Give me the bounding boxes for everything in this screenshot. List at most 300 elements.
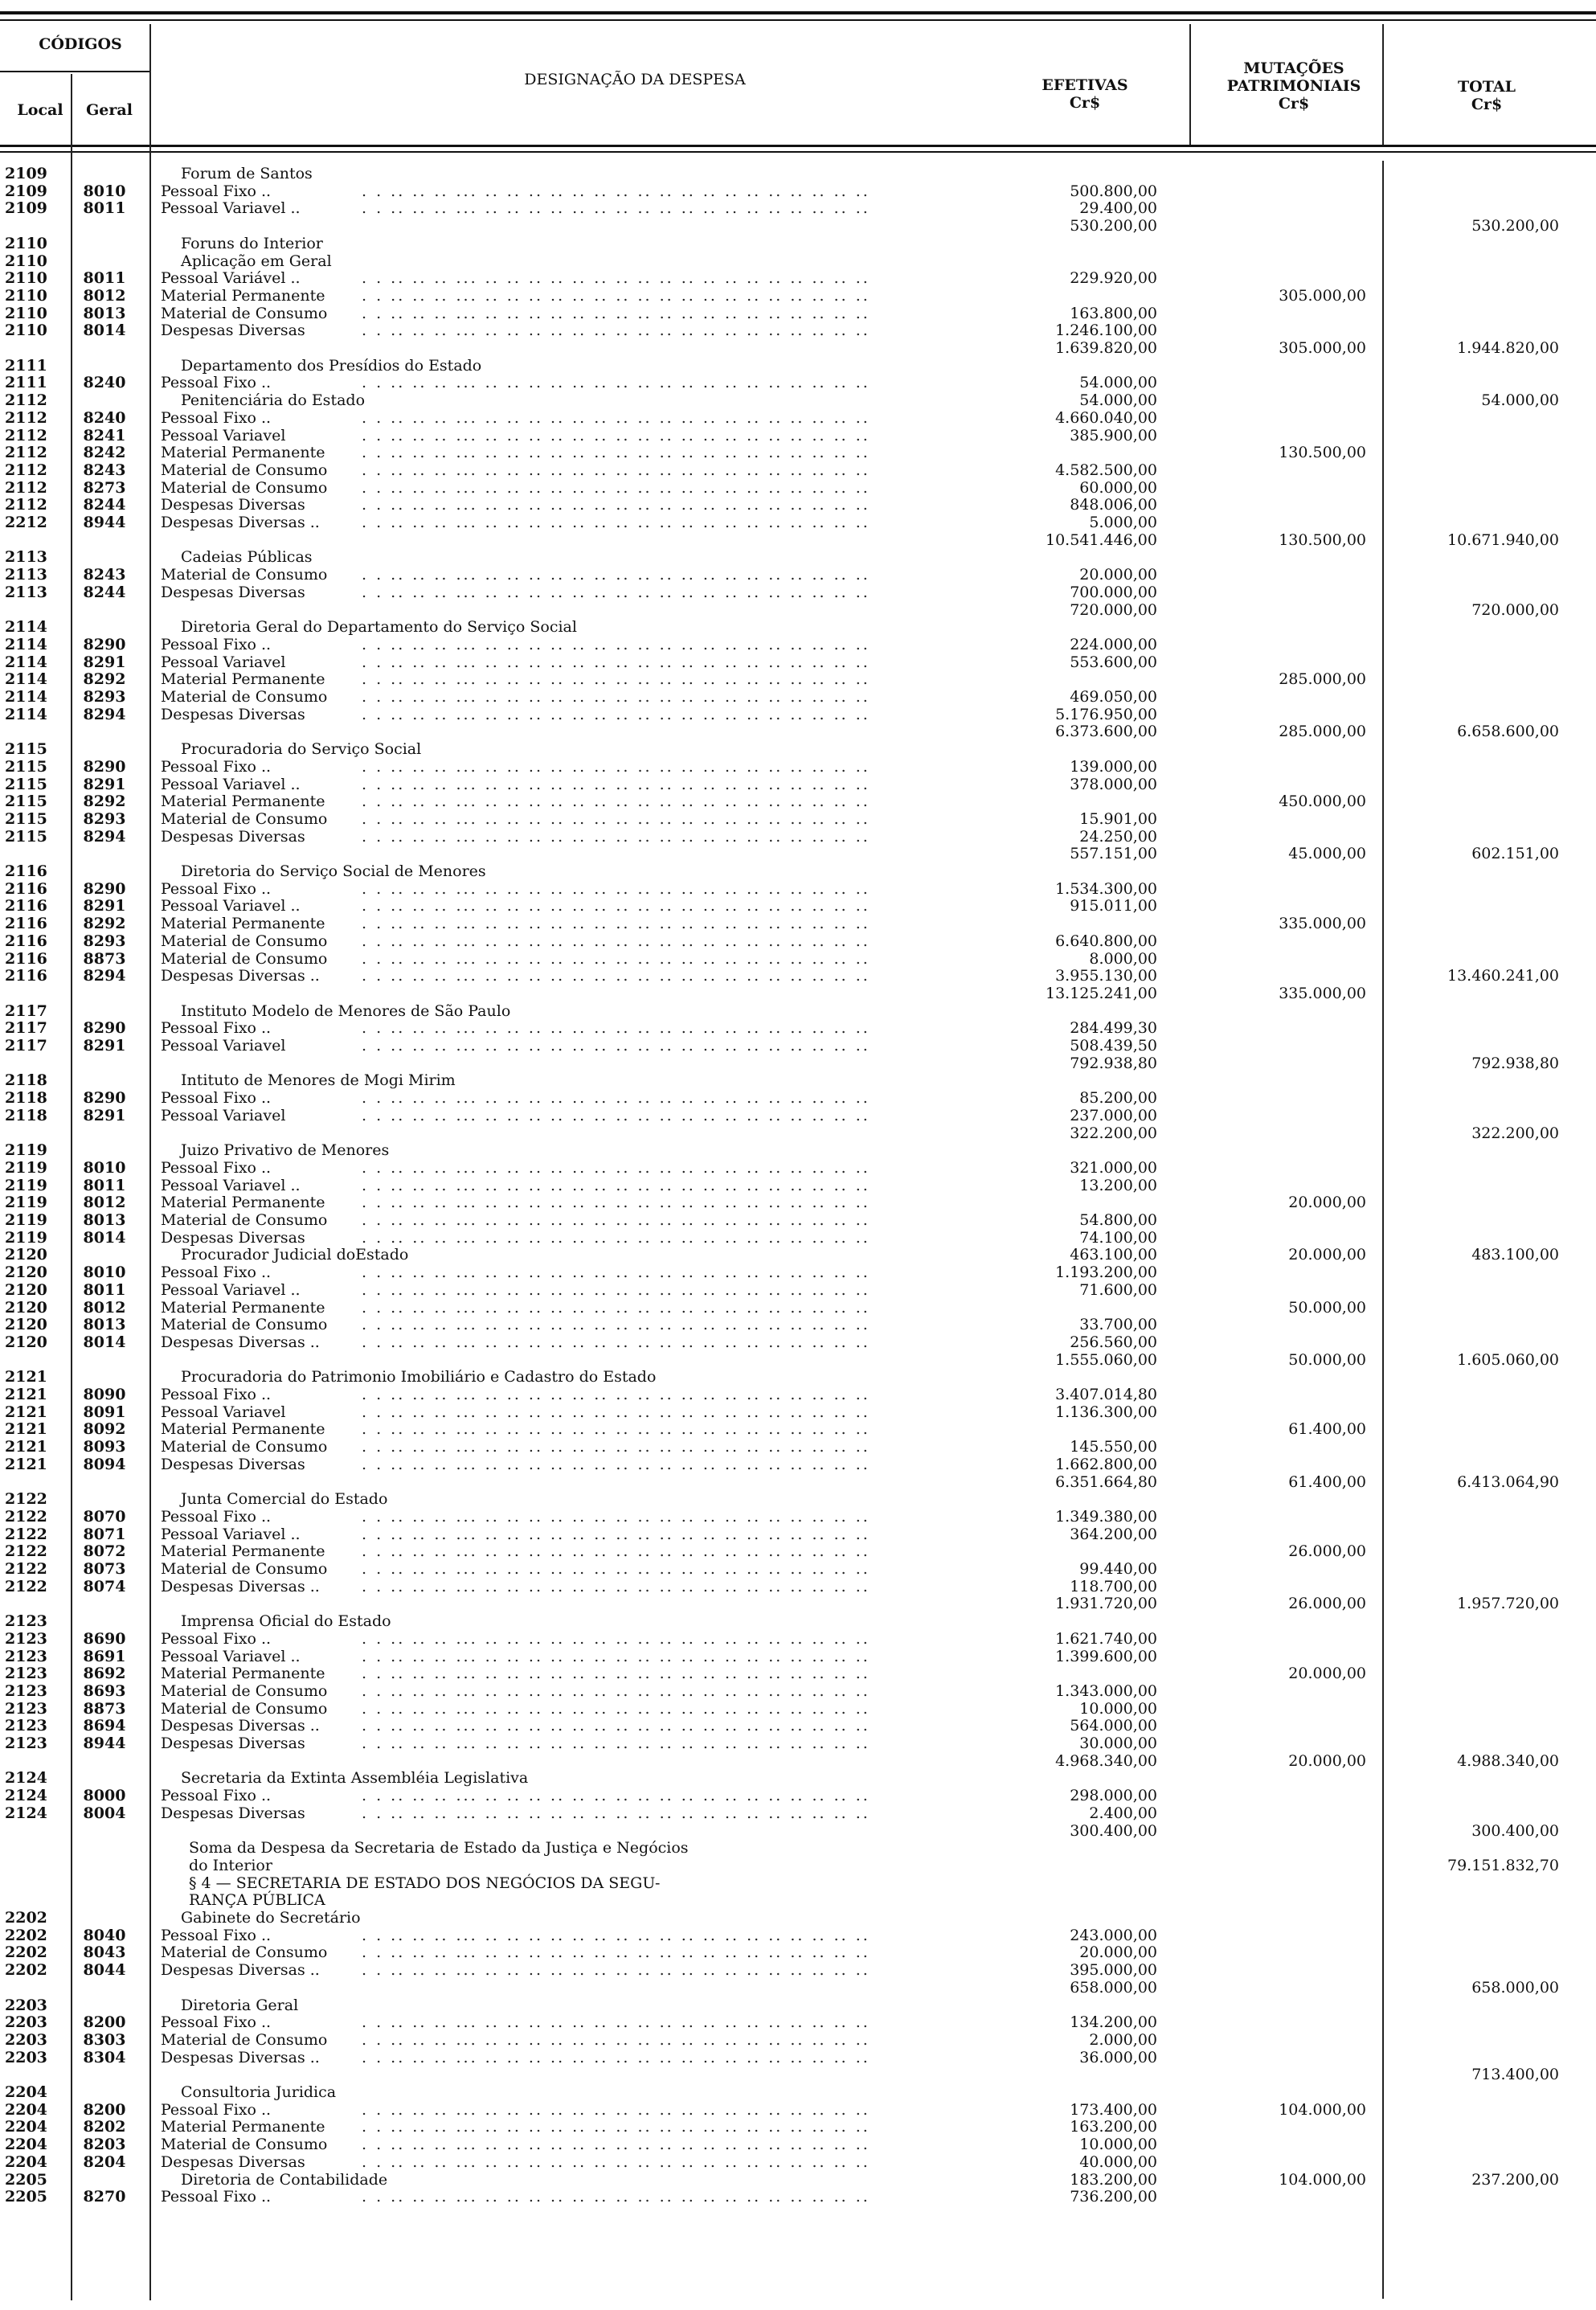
code-geral: 8013 xyxy=(83,304,126,322)
leader-dots: . . .. .. .. ... .. .. .. .. .. .. .. .. .. .. .. .. .. .. .. .. .. .. xyxy=(362,1681,870,1700)
code-geral: 8010 xyxy=(83,1264,126,1282)
expense-designation: Despesas Diversas xyxy=(161,1804,305,1822)
value-mutacoes: 130.500,00 xyxy=(1279,530,1366,549)
leader-dots: . . .. .. .. ... .. .. .. .. .. .. .. .. .. .. .. .. .. .. .. .. .. .. xyxy=(362,1717,870,1735)
code-local: 2116 xyxy=(5,932,47,950)
section-title-row xyxy=(0,2083,1596,2102)
leader-dots: . . .. .. .. ... .. .. .. .. .. .. .. .. .. .. .. .. .. .. .. .. .. .. xyxy=(362,1386,870,1403)
expense-designation: Procuradoria do Serviço Social xyxy=(181,740,422,759)
section-title-row xyxy=(0,2171,1596,2189)
section-title-row xyxy=(0,1368,1596,1386)
expense-designation: Pessoal Fixo .. xyxy=(161,1507,272,1526)
expense-designation: Material de Consumo xyxy=(161,1943,328,1962)
leader-dots: . . .. .. .. ... .. .. .. .. .. .. .. .. .. .. .. .. .. .. .. .. .. .. xyxy=(362,967,870,985)
code-geral: 8303 xyxy=(83,2030,126,2049)
section-title-row xyxy=(0,1002,1596,1021)
leader-dots: . . .. .. .. ... .. .. .. .. .. .. .. .. .. .. .. .. .. .. .. .. .. .. xyxy=(362,478,870,497)
expense-designation: Diretoria Geral xyxy=(181,1996,299,2014)
value-efetivas: 364.200,00 xyxy=(1070,1525,1157,1543)
expense-designation: Pessoal Variavel xyxy=(161,426,286,444)
code-geral: 8204 xyxy=(83,2152,126,2171)
code-geral: 8070 xyxy=(83,1507,126,1526)
expense-designation: Pessoal Fixo .. xyxy=(161,408,272,427)
expense-designation: Material de Consumo xyxy=(161,2030,328,2049)
table-row xyxy=(0,1787,1596,1805)
code-geral: 8290 xyxy=(83,757,126,776)
header-geral: Geral xyxy=(86,101,133,119)
code-geral: 8944 xyxy=(83,514,126,531)
expense-designation: Pessoal Variavel .. xyxy=(161,199,301,218)
code-geral: 8291 xyxy=(83,1106,126,1124)
code-geral: 8291 xyxy=(83,775,126,793)
section-title-row xyxy=(0,165,1596,183)
header-mutacoes: MUTAÇÕES xyxy=(1243,59,1344,77)
subtotal-row xyxy=(0,1473,1596,1492)
header-codigos: CÓDIGOS xyxy=(39,35,122,53)
value-efetivas: 8.000,00 xyxy=(1089,949,1157,968)
leader-dots: . . .. .. .. ... .. .. .. .. .. .. .. .. .. .. .. .. .. .. .. .. .. .. xyxy=(362,775,870,793)
code-local: 2120 xyxy=(5,1316,47,1334)
code-local: 2111 xyxy=(5,374,47,392)
expense-designation: Material Permanente xyxy=(161,1665,325,1683)
leader-dots: . . .. .. .. ... .. .. .. .. .. .. .. .. .. .. .. .. .. .. .. .. .. .. xyxy=(362,653,870,671)
expense-designation: Penitenciária do Estado xyxy=(181,391,366,410)
table-row xyxy=(0,269,1596,288)
code-local: 2116 xyxy=(5,915,47,933)
table-row xyxy=(0,1281,1596,1300)
leader-dots: . . .. .. .. ... .. .. .. .. .. .. .. .. .. .. .. .. .. .. .. .. .. .. xyxy=(362,514,870,531)
value-total: 1.957.720,00 xyxy=(1457,1595,1559,1613)
table-row xyxy=(0,514,1596,532)
expense-designation: Material de Consumo xyxy=(161,688,328,706)
code-geral: 8202 xyxy=(83,2118,126,2136)
code-geral: 8243 xyxy=(83,461,126,479)
leader-dots: . . .. .. .. ... .. .. .. .. .. .. .. .. .. .. .. .. .. .. .. .. .. .. xyxy=(362,2118,870,2136)
table-row xyxy=(0,1735,1596,1753)
value-efetivas: 395.000,00 xyxy=(1070,1961,1157,1980)
code-geral: 8014 xyxy=(83,1228,126,1247)
code-local: 2115 xyxy=(5,757,47,776)
value-mutacoes: 104.000,00 xyxy=(1279,2170,1366,2189)
table-row xyxy=(0,409,1596,428)
code-local: 2112 xyxy=(5,408,47,427)
code-local: 2121 xyxy=(5,1403,47,1421)
value-efetivas: 557.151,00 xyxy=(1070,845,1157,863)
code-local: 2124 xyxy=(5,1769,47,1788)
leader-dots: . . .. .. .. ... .. .. .. .. .. .. .. .. .. .. .. .. .. .. .. .. .. .. xyxy=(362,2013,870,2032)
value-efetivas: 1.931.720,00 xyxy=(1055,1595,1157,1613)
expense-designation: RANÇA PÚBLICA xyxy=(189,1891,325,1910)
value-efetivas: 658.000,00 xyxy=(1070,1978,1157,1997)
leader-dots: . . .. .. .. ... .. .. .. .. .. .. .. .. .. .. .. .. .. .. .. .. .. .. xyxy=(362,496,870,514)
leader-dots: . . .. .. .. ... .. .. .. .. .. .. .. .. .. .. .. .. .. .. .. .. .. .. xyxy=(362,374,870,392)
code-local: 2119 xyxy=(5,1141,47,1160)
leader-dots: . . .. .. .. ... .. .. .. .. .. .. .. .. .. .. .. .. .. .. .. .. .. .. xyxy=(362,1961,870,1980)
top-rule-thin xyxy=(0,19,1596,21)
summary-text-row xyxy=(0,1891,1596,1910)
leader-dots: . . .. .. .. ... .. .. .. .. .. .. .. .. .. .. .. .. .. .. .. .. .. .. xyxy=(362,322,870,340)
value-efetivas: 2.000,00 xyxy=(1089,2030,1157,2049)
code-geral: 8291 xyxy=(83,653,126,671)
subtotal-row xyxy=(0,1822,1596,1841)
value-mutacoes: 130.500,00 xyxy=(1279,444,1366,462)
table-row xyxy=(0,496,1596,514)
table-row xyxy=(0,932,1596,951)
value-total: 713.400,00 xyxy=(1471,2066,1559,2084)
leader-dots: . . .. .. .. ... .. .. .. .. .. .. .. .. .. .. .. .. .. .. .. .. .. .. xyxy=(362,583,870,601)
expense-designation: Despesas Diversas xyxy=(161,496,305,514)
value-efetivas: 6.351.664,80 xyxy=(1055,1472,1157,1491)
code-local: 2202 xyxy=(5,1926,47,1944)
leader-dots: . . .. .. .. ... .. .. .. .. .. .. .. .. .. .. .. .. .. .. .. .. .. .. xyxy=(362,757,870,776)
section-title-row xyxy=(0,1997,1596,2015)
code-local: 2203 xyxy=(5,2013,47,2032)
summary-text-row xyxy=(0,1839,1596,1857)
table-row xyxy=(0,1194,1596,1212)
value-efetivas: 71.600,00 xyxy=(1079,1280,1157,1299)
leader-dots: . . .. .. .. ... .. .. .. .. .. .. .. .. .. .. .. .. .. .. .. .. .. .. xyxy=(362,461,870,479)
code-local: 2116 xyxy=(5,967,47,985)
code-local: 2123 xyxy=(5,1717,47,1735)
value-efetivas: 284.499,30 xyxy=(1070,1019,1157,1038)
value-mutacoes: 305.000,00 xyxy=(1279,339,1366,357)
code-local: 2123 xyxy=(5,1665,47,1683)
leader-dots: . . .. .. .. ... .. .. .. .. .. .. .. .. .. .. .. .. .. .. .. .. .. .. xyxy=(362,1194,870,1212)
expense-designation: Material Permanente xyxy=(161,2118,325,2136)
expense-designation: Soma da Despesa da Secretaria de Estado da Justiça e Negócios xyxy=(189,1839,689,1857)
code-local: 2110 xyxy=(5,304,47,322)
code-geral: 8200 xyxy=(83,2100,126,2119)
code-local: 2123 xyxy=(5,1647,47,1665)
table-row xyxy=(0,2049,1596,2067)
expense-designation: Diretoria do Serviço Social de Menores xyxy=(181,862,486,880)
leader-dots: . . .. .. .. ... .. .. .. .. .. .. .. .. .. .. .. .. .. .. .. .. .. .. xyxy=(362,199,870,218)
code-local: 2202 xyxy=(5,1943,47,1962)
code-geral: 8241 xyxy=(83,426,126,444)
value-total: 792.938,80 xyxy=(1471,1054,1559,1072)
code-local: 2204 xyxy=(5,2100,47,2119)
code-local: 2212 xyxy=(5,514,47,531)
leader-dots: . . .. .. .. ... .. .. .. .. .. .. .. .. .. .. .. .. .. .. .. .. .. .. xyxy=(362,1264,870,1282)
table-row xyxy=(0,1700,1596,1718)
code-local: 2120 xyxy=(5,1246,47,1264)
value-efetivas: 300.400,00 xyxy=(1070,1821,1157,1840)
leader-dots: . . .. .. .. ... .. .. .. .. .. .. .. .. .. .. .. .. .. .. .. .. .. .. xyxy=(362,1926,870,1944)
code-geral: 8692 xyxy=(83,1665,126,1683)
table-row xyxy=(0,1211,1596,1230)
expense-designation: Despesas Diversas xyxy=(161,705,305,723)
code-geral: 8293 xyxy=(83,932,126,950)
table-row xyxy=(0,374,1596,392)
code-local: 2115 xyxy=(5,827,47,846)
code-local: 2121 xyxy=(5,1386,47,1403)
expense-designation: Aplicação em Geral xyxy=(181,252,332,270)
code-local: 2112 xyxy=(5,391,47,410)
code-local: 2203 xyxy=(5,2030,47,2049)
value-efetivas: 163.800,00 xyxy=(1070,304,1157,322)
code-geral: 8011 xyxy=(83,1176,126,1194)
expense-designation: Despesas Diversas xyxy=(161,322,305,340)
code-geral: 8012 xyxy=(83,1194,126,1212)
value-efetivas: 10.000,00 xyxy=(1079,2136,1157,2154)
expense-designation: Material Permanente xyxy=(161,1298,325,1317)
header-mutacoes-unit: Cr$ xyxy=(1278,95,1310,113)
header-bottom-rule xyxy=(0,145,1596,147)
code-local: 2203 xyxy=(5,2048,47,2066)
expense-designation: Pessoal Fixo .. xyxy=(161,182,272,200)
value-efetivas: 385.900,00 xyxy=(1070,426,1157,444)
value-total: 79.151.832,70 xyxy=(1447,1856,1559,1874)
code-geral: 8200 xyxy=(83,2013,126,2032)
code-local: 2119 xyxy=(5,1194,47,1212)
code-local: 2114 xyxy=(5,705,47,723)
code-geral: 8240 xyxy=(83,374,126,392)
value-efetivas: 20.000,00 xyxy=(1079,566,1157,584)
table-row xyxy=(0,2101,1596,2120)
table-row xyxy=(0,1508,1596,1526)
code-geral: 8270 xyxy=(83,2188,126,2206)
expense-designation: Pessoal Fixo .. xyxy=(161,1019,272,1038)
expense-designation: Despesas Diversas .. xyxy=(161,1333,320,1351)
table-row xyxy=(0,915,1596,933)
value-total: 6.658.600,00 xyxy=(1457,723,1559,741)
expense-designation: Material de Consumo xyxy=(161,478,328,497)
code-geral: 8013 xyxy=(83,1211,126,1229)
expense-designation: Material de Consumo xyxy=(161,2136,328,2154)
section-title-row xyxy=(0,618,1596,637)
top-rule xyxy=(0,11,1596,14)
leader-dots: . . .. .. .. ... .. .. .. .. .. .. .. .. .. .. .. .. .. .. .. .. .. .. xyxy=(362,1735,870,1752)
leader-dots: . . .. .. .. ... .. .. .. .. .. .. .. .. .. .. .. .. .. .. .. .. .. .. xyxy=(362,1106,870,1124)
table-row xyxy=(0,566,1596,584)
leader-dots: . . .. .. .. ... .. .. .. .. .. .. .. .. .. .. .. .. .. .. .. .. .. .. xyxy=(362,1316,870,1334)
code-geral: 8242 xyxy=(83,444,126,462)
code-local: 2204 xyxy=(5,2083,47,2101)
header-total: TOTAL xyxy=(1458,78,1516,96)
table-row xyxy=(0,1420,1596,1439)
code-local: 2113 xyxy=(5,548,47,567)
table-row xyxy=(0,182,1596,201)
leader-dots: . . .. .. .. ... .. .. .. .. .. .. .. .. .. .. .. .. .. .. .. .. .. .. xyxy=(362,1211,870,1229)
leader-dots: . . .. .. .. ... .. .. .. .. .. .. .. .. .. .. .. .. .. .. .. .. .. .. xyxy=(362,688,870,706)
expense-designation: Pessoal Fixo .. xyxy=(161,2188,272,2206)
expense-designation: Pessoal Variavel .. xyxy=(161,1176,301,1194)
code-geral: 8011 xyxy=(83,199,126,218)
code-local: 2119 xyxy=(5,1228,47,1247)
code-local: 2205 xyxy=(5,2188,47,2206)
value-efetivas: 10.000,00 xyxy=(1079,1699,1157,1718)
leader-dots: . . .. .. .. ... .. .. .. .. .. .. .. .. .. .. .. .. .. .. .. .. .. .. xyxy=(362,1420,870,1439)
value-mutacoes: 61.400,00 xyxy=(1288,1472,1366,1491)
value-efetivas: 848.006,00 xyxy=(1070,496,1157,514)
expense-designation: Material de Consumo xyxy=(161,1211,328,1229)
expense-designation: Pessoal Variavel .. xyxy=(161,897,301,915)
expense-designation: Despesas Diversas .. xyxy=(161,2048,320,2066)
code-local: 2110 xyxy=(5,322,47,340)
value-efetivas: 24.250,00 xyxy=(1079,827,1157,846)
expense-designation: Despesas Diversas xyxy=(161,1735,305,1752)
leader-dots: . . .. .. .. ... .. .. .. .. .. .. .. .. .. .. .. .. .. .. .. .. .. .. xyxy=(362,1647,870,1665)
value-efetivas: 736.200,00 xyxy=(1070,2188,1157,2206)
section-title-row xyxy=(0,740,1596,759)
value-total: 6.413.064,90 xyxy=(1457,1472,1559,1491)
value-mutacoes: 26.000,00 xyxy=(1288,1595,1366,1613)
leader-dots: . . .. .. .. ... .. .. .. .. .. .. .. .. .. .. .. .. .. .. .. .. .. .. xyxy=(362,182,870,200)
value-mutacoes: 50.000,00 xyxy=(1288,1350,1366,1369)
table-row xyxy=(0,1526,1596,1544)
expense-designation: Pessoal Fixo .. xyxy=(161,1787,272,1805)
leader-dots: . . .. .. .. ... .. .. .. .. .. .. .. .. .. .. .. .. .. .. .. .. .. .. xyxy=(362,793,870,811)
value-total: 1.944.820,00 xyxy=(1457,339,1559,357)
code-geral: 8243 xyxy=(83,566,126,584)
table-row xyxy=(0,793,1596,811)
code-local: 2119 xyxy=(5,1211,47,1229)
code-local: 2118 xyxy=(5,1106,47,1124)
value-efetivas: 60.000,00 xyxy=(1079,478,1157,497)
expense-designation: § 4 — SECRETARIA DE ESTADO DOS NEGÓCIOS DA SEGU- xyxy=(189,1874,661,1892)
value-efetivas: 224.000,00 xyxy=(1070,635,1157,653)
table-row xyxy=(0,776,1596,794)
table-row xyxy=(0,2188,1596,2206)
section-title-row xyxy=(0,1071,1596,1090)
code-local: 2117 xyxy=(5,1037,47,1055)
leader-dots: . . .. .. .. ... .. .. .. .. .. .. .. .. .. .. .. .. .. .. .. .. .. .. xyxy=(362,2188,870,2206)
code-local: 2122 xyxy=(5,1560,47,1578)
section-title-row xyxy=(0,391,1596,410)
value-efetivas: 33.700,00 xyxy=(1079,1316,1157,1334)
subtotal-row xyxy=(0,985,1596,1003)
section-title-row xyxy=(0,1490,1596,1509)
expense-designation: Pessoal Variavel xyxy=(161,653,286,671)
expense-designation: Material Permanente xyxy=(161,286,325,305)
table-row xyxy=(0,1682,1596,1701)
value-total: 13.460.241,00 xyxy=(1447,967,1559,985)
code-local: 2121 xyxy=(5,1420,47,1439)
expense-designation: Material de Consumo xyxy=(161,1699,328,1718)
code-geral: 8011 xyxy=(83,269,126,288)
code-geral: 8290 xyxy=(83,1089,126,1108)
code-local: 2115 xyxy=(5,740,47,759)
expense-designation: Material Permanente xyxy=(161,915,325,933)
table-row xyxy=(0,1961,1596,1980)
code-geral: 8691 xyxy=(83,1647,126,1665)
expense-designation: Pessoal Fixo .. xyxy=(161,1158,272,1177)
value-efetivas: 1.399.600,00 xyxy=(1055,1647,1157,1665)
value-efetivas: 1.621.740,00 xyxy=(1055,1629,1157,1648)
expense-designation: Pessoal Fixo .. xyxy=(161,1089,272,1108)
section-title-row xyxy=(0,862,1596,881)
value-efetivas: 85.200,00 xyxy=(1079,1089,1157,1108)
code-geral: 8873 xyxy=(83,1699,126,1718)
table-row xyxy=(0,1089,1596,1108)
code-local: 2119 xyxy=(5,1176,47,1194)
expense-designation: Material de Consumo xyxy=(161,1681,328,1700)
code-geral: 8291 xyxy=(83,897,126,915)
value-efetivas: 118.700,00 xyxy=(1070,1577,1157,1595)
header-mutacoes-2: PATRIMONIAIS xyxy=(1226,77,1361,95)
code-local: 2109 xyxy=(5,182,47,200)
code-local: 2120 xyxy=(5,1280,47,1299)
code-geral: 8693 xyxy=(83,1681,126,1700)
leader-dots: . . .. .. .. ... .. .. .. .. .. .. .. .. .. .. .. .. .. .. .. .. .. .. xyxy=(362,1665,870,1683)
value-efetivas: 1.662.800,00 xyxy=(1055,1455,1157,1473)
table-row xyxy=(0,1386,1596,1404)
table-row xyxy=(0,967,1596,985)
code-geral: 8244 xyxy=(83,496,126,514)
leader-dots: . . .. .. .. ... .. .. .. .. .. .. .. .. .. .. .. .. .. .. .. .. .. .. xyxy=(362,2136,870,2154)
code-geral: 8014 xyxy=(83,322,126,340)
table-row xyxy=(0,1333,1596,1352)
code-geral: 8292 xyxy=(83,793,126,811)
value-efetivas: 54.000,00 xyxy=(1079,374,1157,392)
expense-designation: Material de Consumo xyxy=(161,1316,328,1334)
table-row xyxy=(0,950,1596,969)
leader-dots: . . .. .. .. ... .. .. .. .. .. .. .. .. .. .. .. .. .. .. .. .. .. .. xyxy=(362,2100,870,2119)
code-local: 2113 xyxy=(5,583,47,601)
table-row xyxy=(0,1804,1596,1823)
table-row xyxy=(0,1019,1596,1038)
expense-designation: Material Permanente xyxy=(161,1420,325,1439)
table-row xyxy=(0,584,1596,602)
table-row xyxy=(0,1578,1596,1596)
leader-dots: . . .. .. .. ... .. .. .. .. .. .. .. .. .. .. .. .. .. .. .. .. .. .. xyxy=(362,269,870,288)
code-geral: 8010 xyxy=(83,182,126,200)
code-local: 2112 xyxy=(5,426,47,444)
code-local: 2116 xyxy=(5,879,47,898)
expense-designation: Imprensa Oficial do Estado xyxy=(181,1612,391,1631)
expense-designation: Foruns do Interior xyxy=(181,234,323,252)
subtotal-row xyxy=(0,601,1596,620)
code-geral: 8040 xyxy=(83,1926,126,1944)
table-row xyxy=(0,322,1596,340)
section-title-row xyxy=(0,1909,1596,1927)
value-total: 322.200,00 xyxy=(1471,1124,1559,1142)
expense-designation: Pessoal Variavel .. xyxy=(161,1647,301,1665)
code-local: 2112 xyxy=(5,478,47,497)
value-total: 602.151,00 xyxy=(1471,845,1559,863)
value-efetivas: 564.000,00 xyxy=(1070,1717,1157,1735)
expense-designation: Material de Consumo xyxy=(161,461,328,479)
value-mutacoes: 104.000,00 xyxy=(1279,2100,1366,2119)
code-geral: 8012 xyxy=(83,1298,126,1317)
value-efetivas: 322.200,00 xyxy=(1070,1124,1157,1142)
expense-designation: Pessoal Variavel xyxy=(161,1403,286,1421)
leader-dots: . . .. .. .. ... .. .. .. .. .. .. .. .. .. .. .. .. .. .. .. .. .. .. xyxy=(362,809,870,828)
section-title-row xyxy=(0,1246,1596,1264)
subtotal-row xyxy=(0,1979,1596,1997)
table-row xyxy=(0,1264,1596,1282)
expense-designation: Despesas Diversas .. xyxy=(161,514,320,531)
value-efetivas: 183.200,00 xyxy=(1070,2170,1157,2189)
code-local: 2109 xyxy=(5,165,47,182)
code-geral: 8071 xyxy=(83,1525,126,1543)
code-geral: 8094 xyxy=(83,1455,126,1473)
expense-designation: Procurador Judicial doEstado xyxy=(181,1246,409,1264)
value-efetivas: 163.200,00 xyxy=(1070,2118,1157,2136)
table-row xyxy=(0,670,1596,689)
leader-dots: . . .. .. .. ... .. .. .. .. .. .. .. .. .. .. .. .. .. .. .. .. .. .. xyxy=(362,1542,870,1561)
leader-dots: . . .. .. .. ... .. .. .. .. .. .. .. .. .. .. .. .. .. .. .. .. .. .. xyxy=(362,566,870,584)
subtotal-row xyxy=(0,1124,1596,1143)
code-geral: 8012 xyxy=(83,286,126,305)
code-local: 2122 xyxy=(5,1490,47,1509)
code-geral: 8294 xyxy=(83,827,126,846)
leader-dots: . . .. .. .. ... .. .. .. .. .. .. .. .. .. .. .. .. .. .. .. .. .. .. xyxy=(362,635,870,653)
value-efetivas: 99.440,00 xyxy=(1079,1560,1157,1578)
header-designacao: DESIGNAÇÃO DA DESPESA xyxy=(524,71,746,88)
table-row xyxy=(0,1037,1596,1055)
value-efetivas: 321.000,00 xyxy=(1070,1158,1157,1177)
